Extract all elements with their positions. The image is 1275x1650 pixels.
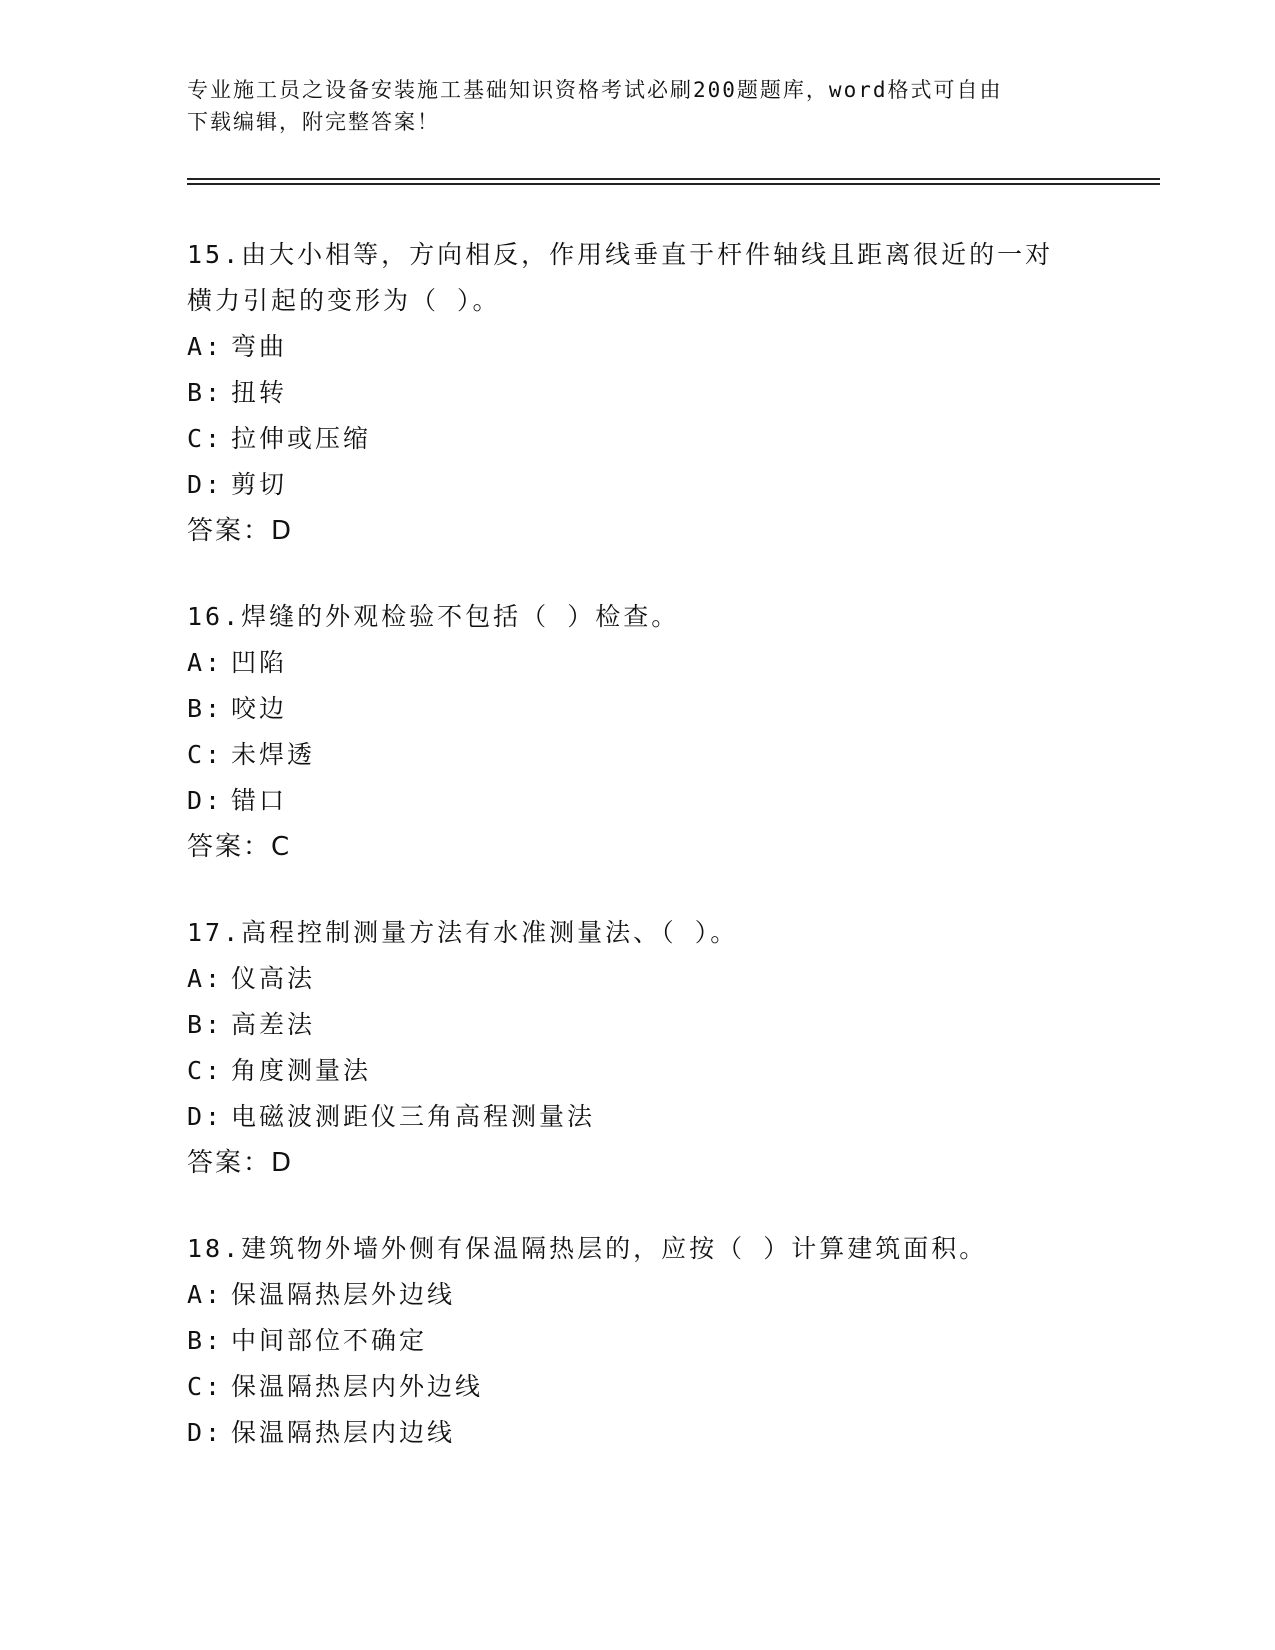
option-text: 凹陷 [231,648,288,677]
option-text: 电磁波测距仪三角高程测量法 [231,1102,596,1131]
option-text: 未焊透 [231,740,316,769]
option-a [187,956,1087,1002]
option-a [187,1272,1087,1318]
option-letter: B: [187,694,224,723]
option-letter: D: [187,1102,224,1131]
question-17 [187,910,1087,1186]
option-b [187,686,1087,732]
question-18 [187,1226,1087,1456]
option-text: 拉伸或压缩 [231,424,372,453]
option-d [187,1094,1087,1140]
option-text: 咬边 [231,694,288,723]
option-text: 角度测量法 [231,1056,372,1085]
question-stem-line-1: 15.由大小相等，方向相反，作用线垂直于杆件轴线且距离很近的一对 [187,240,1054,269]
option-text: 中间部位不确定 [231,1326,428,1355]
option-letter: C: [187,424,224,453]
option-letter: A: [187,964,224,993]
option-letter: B: [187,378,224,407]
option-d [187,778,1087,824]
question-stem-line-1: 16.焊缝的外观检验不包括（ ）检查。 [187,602,680,631]
option-letter: C: [187,1372,224,1401]
option-b [187,1002,1087,1048]
header-divider-bottom [187,183,1160,185]
document-header [187,74,1087,138]
option-a [187,324,1087,370]
option-text: 保温隔热层外边线 [231,1280,456,1309]
option-c [187,1364,1087,1410]
question-15 [187,232,1087,554]
option-text: 弯曲 [231,332,288,361]
option-letter: D: [187,786,224,815]
option-c [187,416,1087,462]
header-divider-top [187,178,1160,180]
option-letter: A: [187,1280,224,1309]
question-stem-line-2: 横力引起的变形为（ ）。 [187,286,501,315]
option-d [187,462,1087,508]
option-letter: D: [187,1418,224,1447]
option-c [187,732,1087,778]
option-text: 保温隔热层内边线 [231,1418,456,1447]
option-letter: A: [187,332,224,361]
option-text: 保温隔热层内外边线 [231,1372,484,1401]
question-list [187,232,1087,1496]
answer-line: 答案：D [187,1148,294,1178]
question-stem-line-1: 17.高程控制测量方法有水准测量法、（ ）。 [187,918,739,947]
option-letter: C: [187,1056,224,1085]
option-text: 剪切 [231,470,288,499]
option-letter: B: [187,1010,224,1039]
answer-line: 答案：C [187,832,292,862]
option-text: 错口 [231,786,288,815]
header-line-2: 下载编辑，附完整答案！ [187,110,440,134]
option-c [187,1048,1087,1094]
option-text: 仪高法 [231,964,316,993]
option-b [187,370,1087,416]
question-16 [187,594,1087,870]
option-b [187,1318,1087,1364]
option-letter: A: [187,648,224,677]
question-stem-line-1: 18.建筑物外墙外侧有保温隔热层的，应按（ ）计算建筑面积。 [187,1234,988,1263]
option-text: 扭转 [231,378,288,407]
option-letter: B: [187,1326,224,1355]
header-line-1: 专业施工员之设备安装施工基础知识资格考试必刷200题题库，word格式可自由 [187,78,1003,102]
option-letter: D: [187,470,224,499]
option-text: 高差法 [231,1010,316,1039]
option-letter: C: [187,740,224,769]
answer-line: 答案：D [187,516,294,546]
option-d [187,1410,1087,1456]
option-a [187,640,1087,686]
